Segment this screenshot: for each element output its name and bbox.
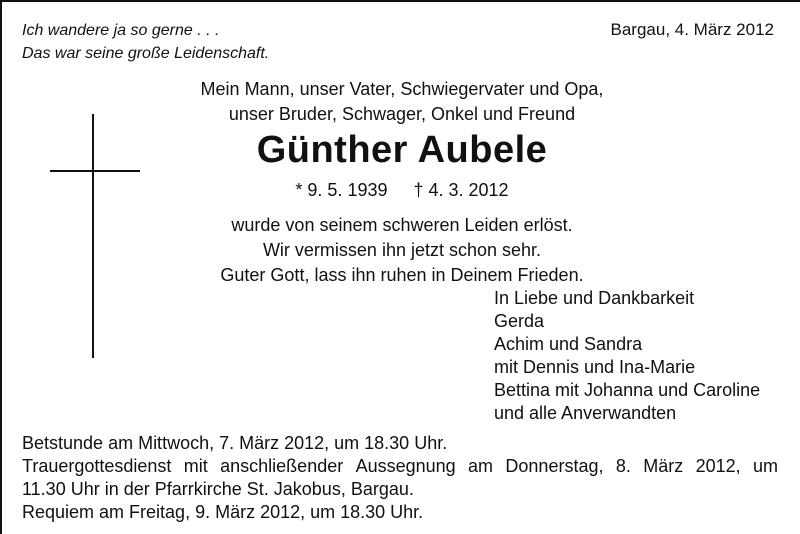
service-line: 11.30 Uhr in der Pfarrkirche St. Jakobus, Bargau. xyxy=(22,479,414,499)
signer-line: Bettina mit Johanna und Caroline xyxy=(494,380,761,400)
service-word: Donnerstag, xyxy=(505,456,604,476)
intro-text xyxy=(2,77,800,127)
intro-line: unser Bruder, Schwager, Onkel und Freund xyxy=(228,104,576,124)
life-dates xyxy=(2,180,800,201)
death-date: † 4. 3. 2012 xyxy=(413,180,509,200)
service-word: anschließender xyxy=(220,456,344,476)
signer-line: In Liebe und Dankbarkeit xyxy=(494,288,695,308)
motto-line: Das war seine große Leidenschaft. xyxy=(22,45,270,62)
service-line: Requiem am Freitag, 9. März 2012, um 18.30 Uhr. xyxy=(22,502,424,522)
service-details xyxy=(22,432,778,524)
motto-quote xyxy=(22,19,269,65)
message-line: Wir vermissen ihn jetzt schon sehr. xyxy=(262,240,542,260)
message-line: wurde von seinem schweren Leiden erlöst. xyxy=(231,215,573,235)
service-line-justified xyxy=(22,455,778,478)
motto-line: Ich wandere ja so gerne . . . xyxy=(22,22,220,39)
message-line: Guter Gott, lass ihn ruhen in Deinem Frieden. xyxy=(220,265,584,285)
place-date: Bargau, 4. März 2012 xyxy=(610,20,774,39)
signers-list xyxy=(494,287,760,425)
intro-line: Mein Mann, unser Vater, Schwiegervater und Opa, xyxy=(200,79,604,99)
message-text xyxy=(2,213,800,288)
service-word: am xyxy=(468,456,494,476)
service-word: mit xyxy=(183,456,208,476)
signer-line: und alle Anverwandten xyxy=(494,403,677,423)
service-word: Aussegnung xyxy=(355,456,456,476)
service-word: März xyxy=(643,456,684,476)
service-word: Trauergottesdienst xyxy=(22,456,172,476)
service-word: um xyxy=(752,456,778,476)
signer-line: Achim und Sandra xyxy=(494,334,643,354)
signer-line: mit Dennis und Ina-Marie xyxy=(494,357,696,377)
service-word: 8. xyxy=(615,456,631,476)
birth-date: * 9. 5. 1939 xyxy=(295,180,388,200)
deceased-name: Günther Aubele xyxy=(256,129,548,171)
service-line: Betstunde am Mittwoch, 7. März 2012, um 18.30 Uhr. xyxy=(22,433,448,453)
service-word: 2012, xyxy=(695,456,741,476)
signer-line: Gerda xyxy=(494,311,545,331)
